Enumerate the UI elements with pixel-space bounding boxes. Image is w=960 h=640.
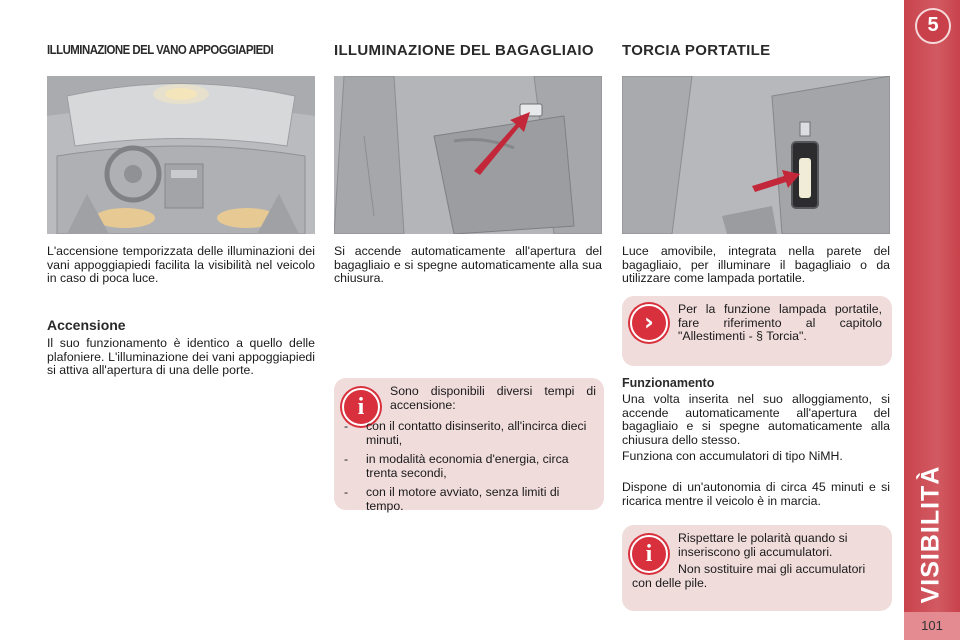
boot-body-text: Si accende automaticamente all'apertura del bagagliaio e si spegne automaticamente alla sua chiusura.	[334, 244, 602, 285]
info-box-lighting-times	[334, 378, 604, 513]
warning-p1: Rispettare le polarità quando si inseriscono gli accumulatori.	[678, 531, 848, 559]
funzionamento-p3: Dispone di un'autonomia di circa 45 minuti e si ricarica mentre il veicolo è in marcia.	[622, 480, 890, 508]
subheading-accensione: Accensione	[47, 317, 126, 333]
heading-footwell-lighting: ILLUMINAZIONE DEL VANO APPOGGIAPIEDI	[47, 42, 274, 57]
page-number: 101	[904, 612, 960, 640]
chapter-label: VISIBILITÀ	[916, 465, 945, 604]
chevron-right-icon: ›	[630, 304, 668, 342]
list-item: - in modalità economia d'energia, circa trenta secondi,	[344, 452, 569, 480]
chapter-badge: 5	[915, 8, 951, 44]
heading-boot-lighting: ILLUMINAZIONE DEL BAGAGLIAIO	[334, 42, 594, 59]
info-list	[334, 420, 598, 519]
ref-box-text: Per la funzione lampada portatile, fare riferimento al capitolo "Allestimenti - § Torcia".	[678, 302, 882, 343]
chapter-sidebar	[904, 0, 960, 640]
subheading-funzionamento: Funzionamento	[622, 376, 715, 390]
info-icon: i	[630, 535, 668, 573]
ref-box-torch	[622, 296, 892, 366]
funzionamento-p2: Funziona con accumulatori di tipo NiMH.	[622, 449, 843, 463]
funzionamento-p1: Una volta inserita nel suo alloggiamento, si accende automaticamente all'apertura del bagagliaio e si spegne automaticamente alla chiusura dello stesso.	[622, 392, 890, 447]
torch-body-text: Luce amovibile, integrata nella parete del bagagliaio, per illuminare il bagagliaio o da utilizzare come lampada portatile.	[622, 244, 890, 285]
photo-portable-torch	[622, 76, 890, 234]
photo-cabin-dashboard	[47, 76, 315, 234]
info-icon: i	[342, 388, 380, 426]
list-item: - con il contatto disinserito, all'incirca dieci minuti,	[344, 419, 587, 447]
warning-p2: Non sostituire mai gli accumulatori con delle pile.	[632, 562, 866, 590]
photo-boot-lamp	[334, 76, 602, 234]
accensione-body-text: Il suo funzionamento è identico a quello delle plafoniere. L'illuminazione dei vani appoggiapiedi si attiva all'apertura di una delle porte.	[47, 336, 315, 377]
footwell-body-text: L'accensione temporizzata delle illuminazioni dei vani appoggiapiedi facilita la visibilità nel veicolo in caso di poca luce.	[47, 244, 315, 285]
heading-torch: TORCIA PORTATILE	[622, 42, 771, 59]
info-intro: Sono disponibili diversi tempi di accensione:	[390, 384, 596, 412]
list-item: - con il motore avviato, senza limiti di tempo.	[344, 485, 560, 513]
warning-box-batteries	[622, 525, 892, 611]
